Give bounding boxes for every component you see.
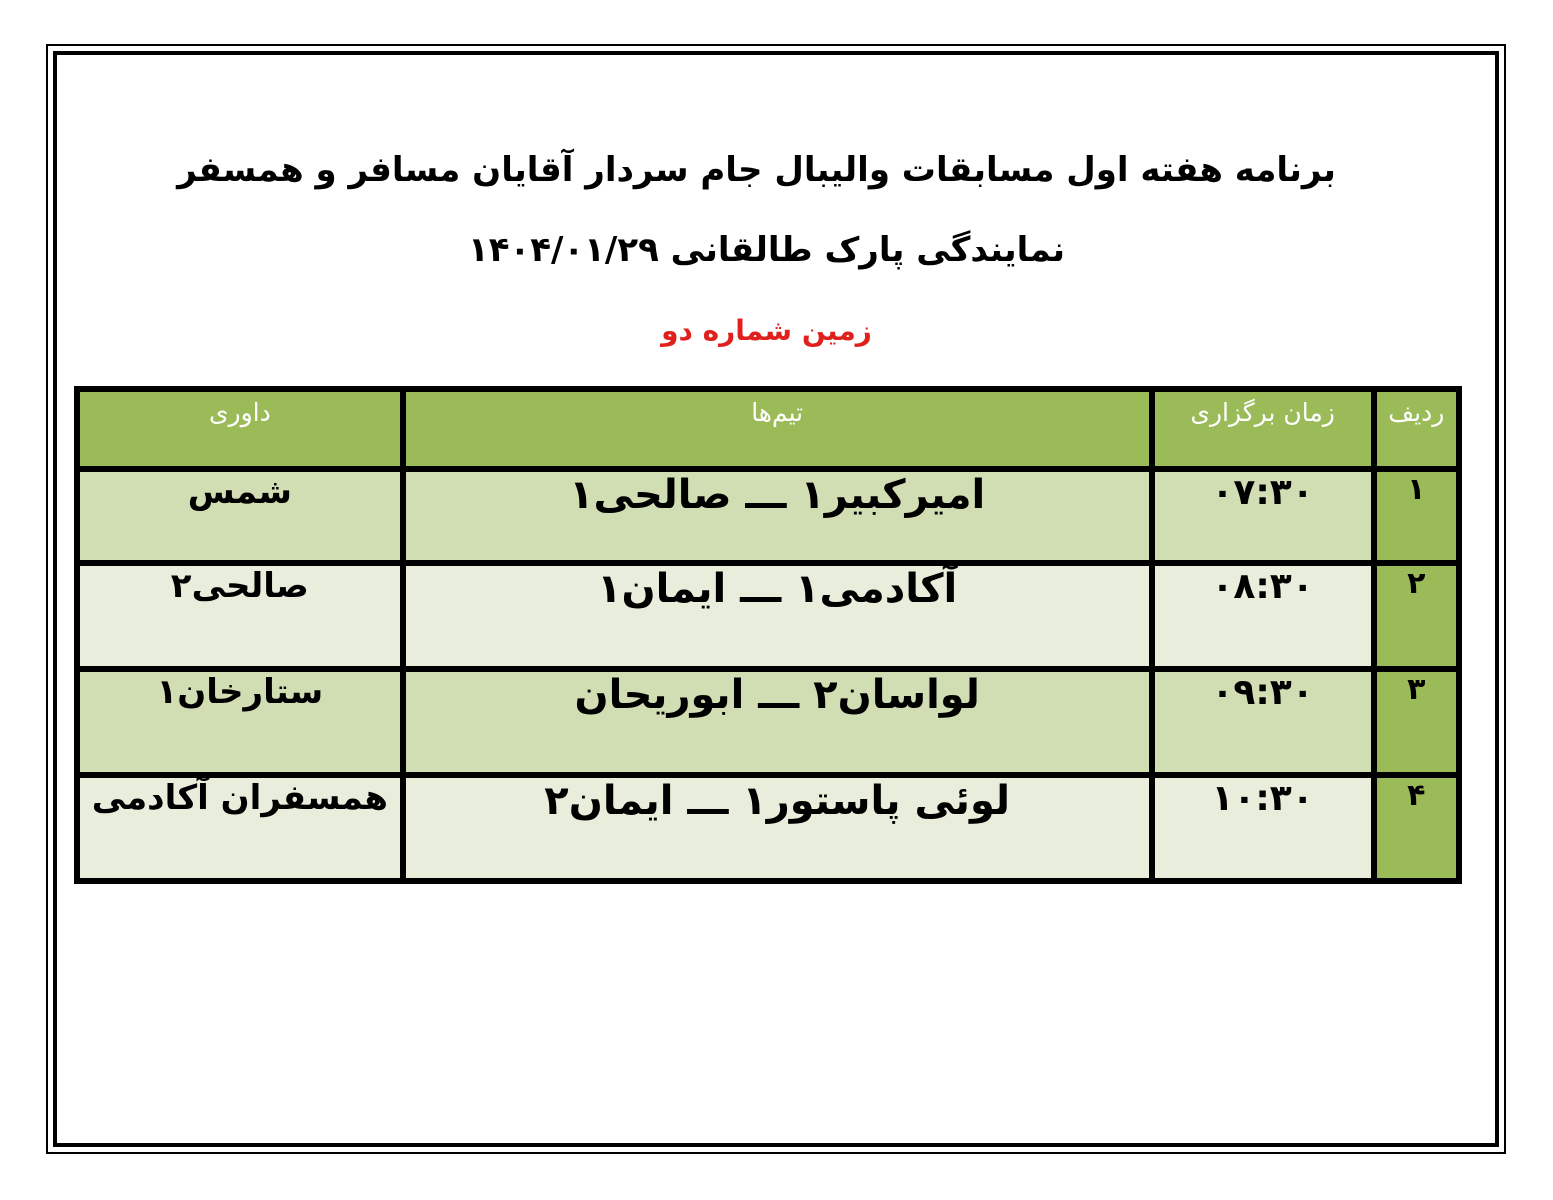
row-referee: شمس <box>77 469 403 563</box>
schedule-subtitle: نمایندگی پارک طالقانی ۱۴۰۴/۰۱/۲۹ <box>467 230 1066 270</box>
row-referee: همسفران آکادمی <box>77 775 403 881</box>
row-index: ۱ <box>1374 469 1459 563</box>
header-index: ردیف <box>1374 389 1459 469</box>
table-row <box>77 469 1459 563</box>
table-row <box>77 669 1459 775</box>
row-teams: لوئی پاستور۱ ـــ ایمان۲ <box>403 775 1152 881</box>
schedule-table <box>74 386 1462 884</box>
row-teams: آکادمی۱ ـــ ایمان۱ <box>403 563 1152 669</box>
row-index: ۳ <box>1374 669 1459 775</box>
row-index: ۴ <box>1374 775 1459 881</box>
header-teams: تیم‌ها <box>403 389 1152 469</box>
court-label: زمین شماره دو <box>661 314 872 347</box>
table-row <box>77 775 1459 881</box>
row-teams: امیرکبیر۱ ـــ صالحی۱ <box>403 469 1152 563</box>
table-row <box>77 563 1459 669</box>
row-teams: لواسان۲ ـــ ابوریحان <box>403 669 1152 775</box>
row-time: ۰۹:۳۰ <box>1152 669 1374 775</box>
row-index: ۲ <box>1374 563 1459 669</box>
schedule-title: برنامه هفته اول مسابقات والیبال جام سردار آقایان مسافر و همسفر <box>177 150 1336 190</box>
header-referee: داوری <box>77 389 403 469</box>
row-referee: ستارخان۱ <box>77 669 403 775</box>
row-time: ۱۰:۳۰ <box>1152 775 1374 881</box>
row-time: ۰۸:۳۰ <box>1152 563 1374 669</box>
table-header-row <box>77 389 1459 469</box>
header-time: زمان برگزاری <box>1152 389 1374 469</box>
row-referee: صالحی۲ <box>77 563 403 669</box>
row-time: ۰۷:۳۰ <box>1152 469 1374 563</box>
